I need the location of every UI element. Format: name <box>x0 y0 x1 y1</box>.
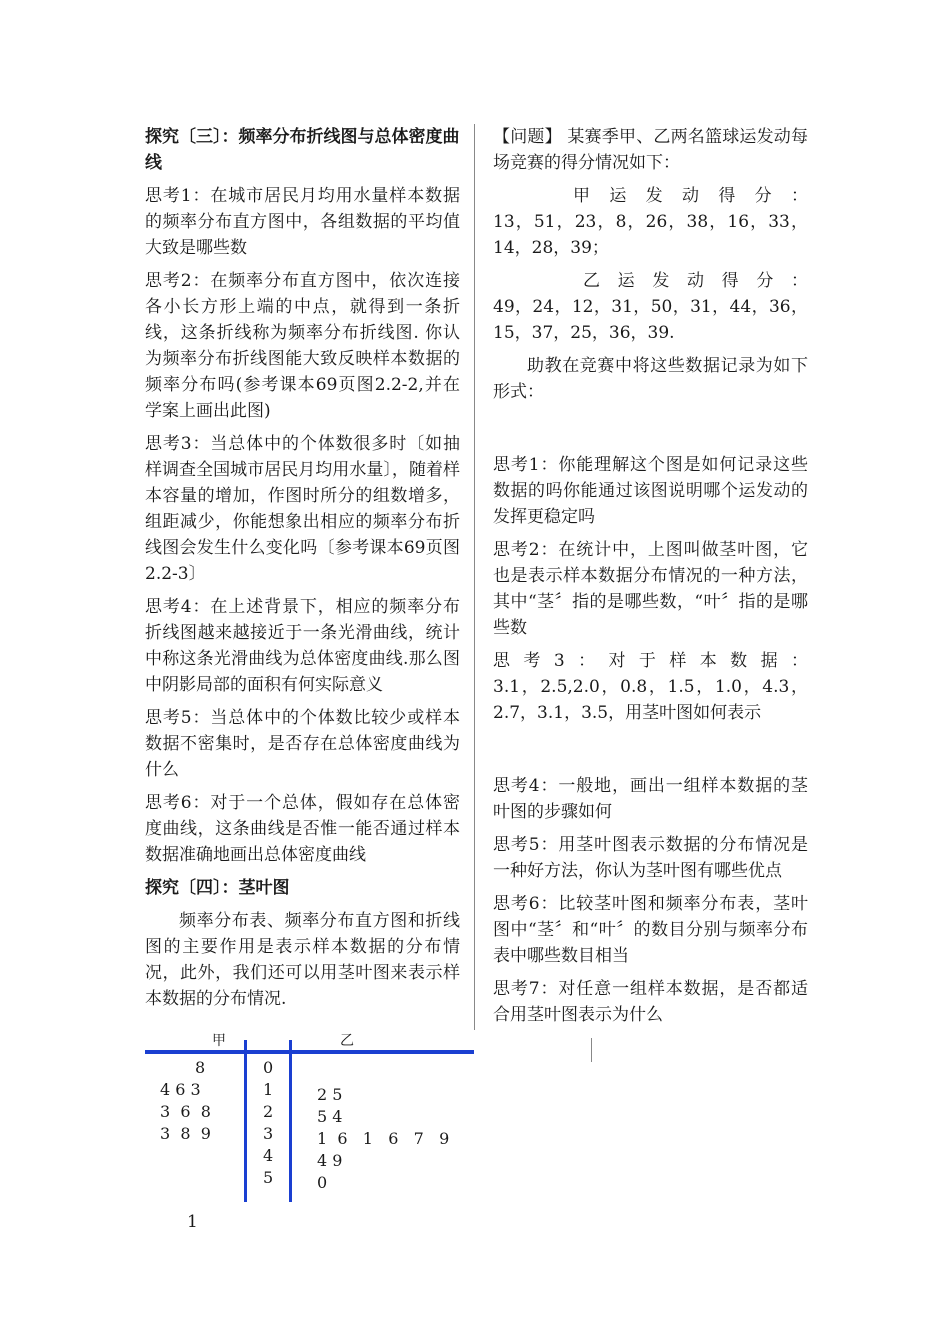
stem-value: 4 <box>263 1146 274 1165</box>
column-divider <box>474 124 475 1030</box>
section-heading-3: 探究〔三〕：频率分布折线图与总体密度曲线 <box>145 127 460 173</box>
right-leaf-row: 5 4 <box>317 1107 343 1126</box>
jia-label: 甲运发动得分： <box>573 186 808 206</box>
question-2: 思考2：在频率分布直方图中，依次连接各小长方形上端的中点，就得到一条折线，这条折线称为频率分布折线图. 你认为频率分布折线图能大致反映样本数据的频率分布吗(参考课本69页图2.2-2,并在学案上画出此图) <box>145 271 460 421</box>
question-4: 思考4：在上述背景下，相应的频率分布折线图越来越接近于一条光滑曲线，统计中称这条光滑曲线为总体密度曲线.那么图中阴影局部的面积有何实际意义 <box>145 597 460 695</box>
right-leaf-row: 2 5 <box>317 1085 343 1104</box>
right-question-3-data: 3.1，2.5,2.0，0.8，1.5，1.0，4.3，2.7，3.1，3.5，用茎叶图如何表示 <box>493 677 808 723</box>
stem-value: 0 <box>263 1058 274 1077</box>
stem-leaf-header-left: 甲 <box>212 1033 226 1049</box>
right-leaf-row: 1 6 1 6 7 9 <box>317 1129 450 1148</box>
question-6: 思考6：对于一个总体，假如存在总体密度曲线，这条曲线是否惟一能否通过样本数据准确地画出总体密度曲线 <box>145 793 460 865</box>
right-question-1: 思考1：你能理解这个图是如何记录这些数据的吗你能通过该图说明哪个运发动的发挥更稳定吗 <box>493 455 808 527</box>
stem-leaf-header-line <box>145 1050 474 1054</box>
right-question-2: 思考2：在统计中，上图叫做茎叶图，它也是表示样本数据分布情况的一种方法，其中“茎〞指的是哪些数，“叶〞指的是哪些数 <box>493 540 808 638</box>
record-sentence: 助教在竞赛中将这些数据记录为如下形式： <box>493 356 808 402</box>
small-divider <box>591 1038 592 1062</box>
problem-statement: 【问题】 某赛季甲、乙两名篮球运发动每场竞赛的得分情况如下： <box>493 127 808 173</box>
yi-label: 乙运发动得分： <box>583 271 808 291</box>
stem-value: 3 <box>263 1124 274 1143</box>
right-question-4: 思考4：一般地，画出一组样本数据的茎叶图的步骤如何 <box>493 776 808 822</box>
right-question-5: 思考5：用茎叶图表示数据的分布情况是一种好方法，你认为茎叶图有哪些优点 <box>493 835 808 881</box>
left-leaf-row: 3 6 8 <box>160 1102 211 1121</box>
stem-leaf-header-right: 乙 <box>340 1033 354 1049</box>
section-heading-4: 探究〔四〕：茎叶图 <box>145 878 290 898</box>
stem-left-rule <box>244 1040 247 1202</box>
intro-paragraph: 频率分布表、频率分布直方图和折线图的主要作用是表示样本数据的分布情况，此外，我们还可以用茎叶图来表示样本数据的分布情况. <box>145 911 460 1009</box>
page-number: 1 <box>187 1212 198 1232</box>
stem-right-rule <box>289 1040 292 1202</box>
left-leaf-row: 3 8 9 <box>160 1124 211 1143</box>
right-leaf-row: 4 9 <box>317 1151 343 1170</box>
yi-scores: 49，24，12，31，50，31，44，36，15，37，25，36，39. <box>493 297 808 343</box>
stem-value: 1 <box>263 1080 274 1099</box>
left-column <box>145 124 460 1019</box>
jia-scores: 13，51，23，8，26，38，16，33，14，28，39； <box>493 212 808 258</box>
stem-value: 2 <box>263 1102 274 1121</box>
right-question-3-label: 思考3：对于样本数据： <box>493 651 808 671</box>
stem-value: 5 <box>263 1168 274 1187</box>
left-leaf-row: 4 6 3 <box>160 1080 201 1099</box>
right-column <box>493 124 808 1035</box>
right-question-6: 思考6：比较茎叶图和频率分布表，茎叶图中“茎〞和“叶〞的数目分别与频率分布表中哪些数目相当 <box>493 894 808 966</box>
question-5: 思考5：当总体中的个体数比较少或样本数据不密集时，是否存在总体密度曲线为什么 <box>145 708 460 780</box>
question-3: 思考3：当总体中的个体数很多时〔如抽样调查全国城市居民月均用水量〕，随着样本容量的增加，作图时所分的组数增多，组距减少，你能想象出相应的频率分布折线图会发生什么变化吗〔参考课本69页图2.2-3〕 <box>145 434 460 584</box>
right-question-7: 思考7：对任意一组样本数据，是否都适合用茎叶图表示为什么 <box>493 979 808 1025</box>
left-leaf-row: 8 <box>195 1058 206 1077</box>
right-leaf-row: 0 <box>317 1173 328 1192</box>
question-1: 思考1：在城市居民月均用水量样本数据的频率分布直方图中，各组数据的平均值大致是哪些数 <box>145 186 460 258</box>
